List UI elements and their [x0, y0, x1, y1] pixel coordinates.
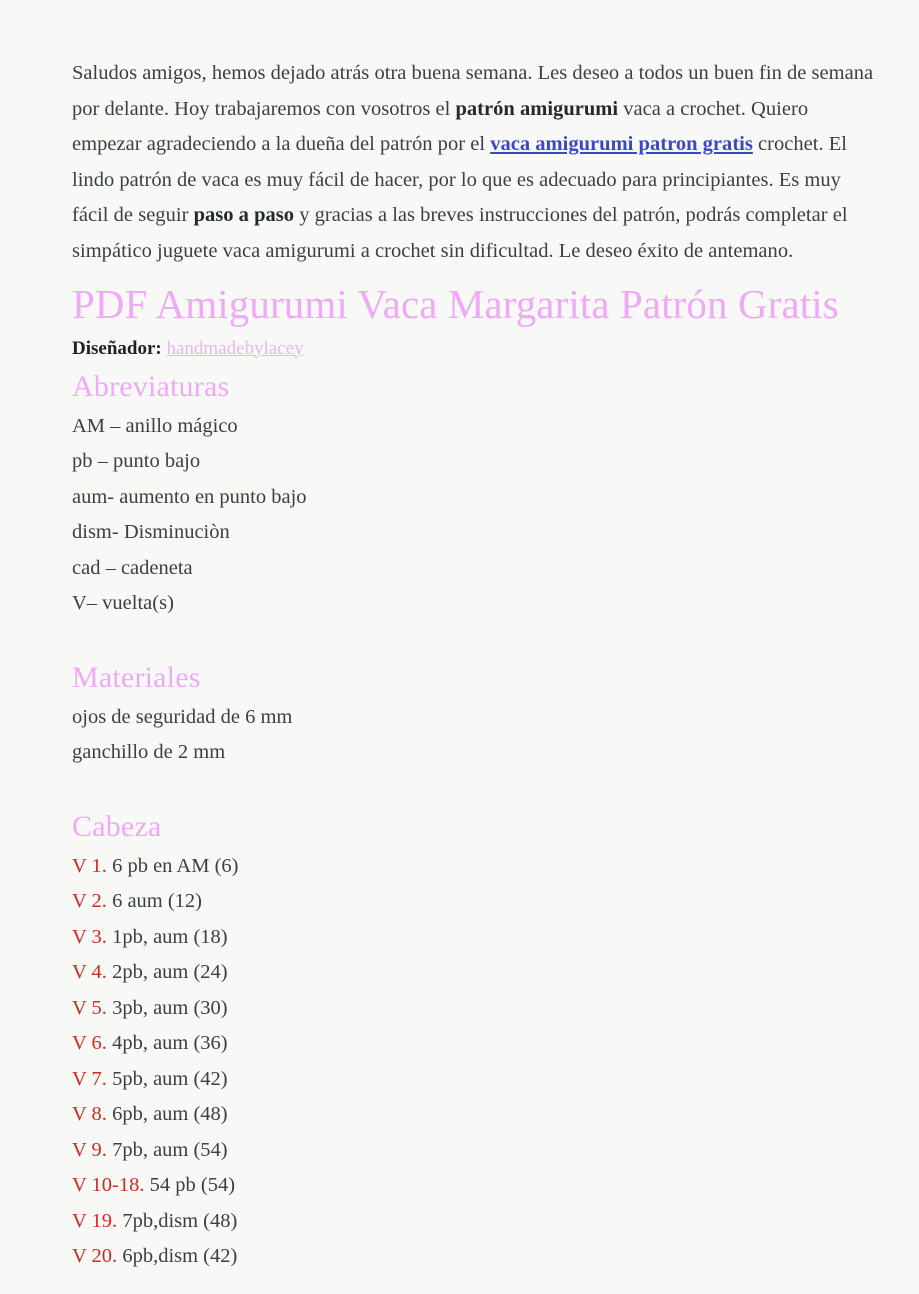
- round-instruction: 6pb,dism (42): [117, 1245, 238, 1268]
- head-rounds-list: [72, 849, 876, 1275]
- list-item: dism- Disminuciòn: [72, 521, 230, 544]
- round-instruction: 2pb, aum (24): [106, 961, 228, 984]
- round-row: [72, 849, 876, 885]
- round-row: [72, 1168, 876, 1204]
- round-marker: V 10-18.: [72, 1174, 145, 1197]
- round-marker: V 19.: [72, 1209, 118, 1232]
- round-marker: V 4.: [72, 961, 107, 984]
- round-row: [72, 1026, 876, 1062]
- round-row: [72, 991, 876, 1027]
- intro-text-part-4: y gracias a las breves instrucciones del patrón, podrás completar el simpático juguete vaca amigurumi a crochet sin dificultad. Le deseo éxito de antemano.: [72, 204, 848, 262]
- section-heading-cabeza: Cabeza: [72, 809, 162, 843]
- intro-text-part-3: crochet. El lindo patrón de vaca es muy fácil de hacer, por lo que es adecuado para principiantes. Es muy fácil de seguir: [72, 133, 848, 227]
- round-marker: V 5.: [72, 996, 107, 1019]
- round-row: [72, 1204, 876, 1240]
- round-marker: V 9.: [72, 1138, 107, 1161]
- section-heading-materiales: Materiales: [72, 660, 201, 694]
- round-marker: V 3.: [72, 925, 107, 948]
- round-row: [72, 884, 876, 920]
- materials-list: [72, 700, 876, 771]
- round-instruction: 1pb, aum (18): [106, 925, 228, 948]
- intro-bold-paso-a-paso: paso a paso: [193, 204, 295, 227]
- round-instruction: 7pb, aum (54): [106, 1138, 228, 1161]
- round-instruction: 6 pb en AM (6): [106, 854, 239, 877]
- list-item: aum- aumento en punto bajo: [72, 485, 307, 508]
- round-marker: V 1.: [72, 854, 107, 877]
- round-instruction: 4pb, aum (36): [106, 1032, 228, 1055]
- round-row: [72, 955, 876, 991]
- round-row: [72, 1133, 876, 1169]
- designer-link[interactable]: handmadebylacey: [166, 337, 304, 359]
- round-marker: V 6.: [72, 1032, 107, 1055]
- abbreviations-list: [72, 409, 876, 622]
- intro-bold-patron-amigurumi: patrón amigurumi: [455, 97, 619, 120]
- round-instruction: 6pb, aum (48): [106, 1103, 228, 1126]
- vaca-amigurumi-patron-gratis-link[interactable]: vaca amigurumi patron gratis: [490, 133, 753, 156]
- round-instruction: 3pb, aum (30): [106, 996, 228, 1019]
- round-instruction: 5pb, aum (42): [106, 1067, 228, 1090]
- intro-text-part-2: vaca a crochet. Quiero empezar agradeciendo a la dueña del patrón por el: [72, 97, 809, 156]
- list-item: V– vuelta(s): [72, 592, 174, 615]
- list-item: cad – cadeneta: [72, 556, 193, 579]
- page-title: PDF Amigurumi Vaca Margarita Patrón Gratis: [72, 280, 839, 327]
- round-row: [72, 920, 876, 956]
- round-marker: V 7.: [72, 1067, 107, 1090]
- list-item: AM – anillo mágico: [72, 414, 238, 437]
- list-item: ganchillo de 2 mm: [72, 741, 226, 764]
- round-row: [72, 1062, 876, 1098]
- round-marker: V 20.: [72, 1245, 118, 1268]
- designer-label: Diseñador:: [72, 337, 162, 359]
- round-instruction: 54 pb (54): [144, 1174, 236, 1197]
- round-instruction: 7pb,dism (48): [117, 1209, 238, 1232]
- section-heading-abreviaturas: Abreviaturas: [72, 369, 230, 403]
- intro-text-part-1: Saludos amigos, hemos dejado atrás otra buena semana. Les deseo a todos un buen fin de semana por delante. Hoy trabajaremos con vosotros el: [72, 62, 874, 120]
- round-row: [72, 1239, 876, 1275]
- intro-paragraph: [72, 56, 876, 270]
- round-marker: V 8.: [72, 1103, 107, 1126]
- round-instruction: 6 aum (12): [106, 890, 203, 913]
- designer-line: [72, 336, 876, 362]
- round-marker: V 2.: [72, 890, 107, 913]
- list-item: pb – punto bajo: [72, 450, 201, 473]
- round-row: [72, 1097, 876, 1133]
- list-item: ojos de seguridad de 6 mm: [72, 705, 293, 728]
